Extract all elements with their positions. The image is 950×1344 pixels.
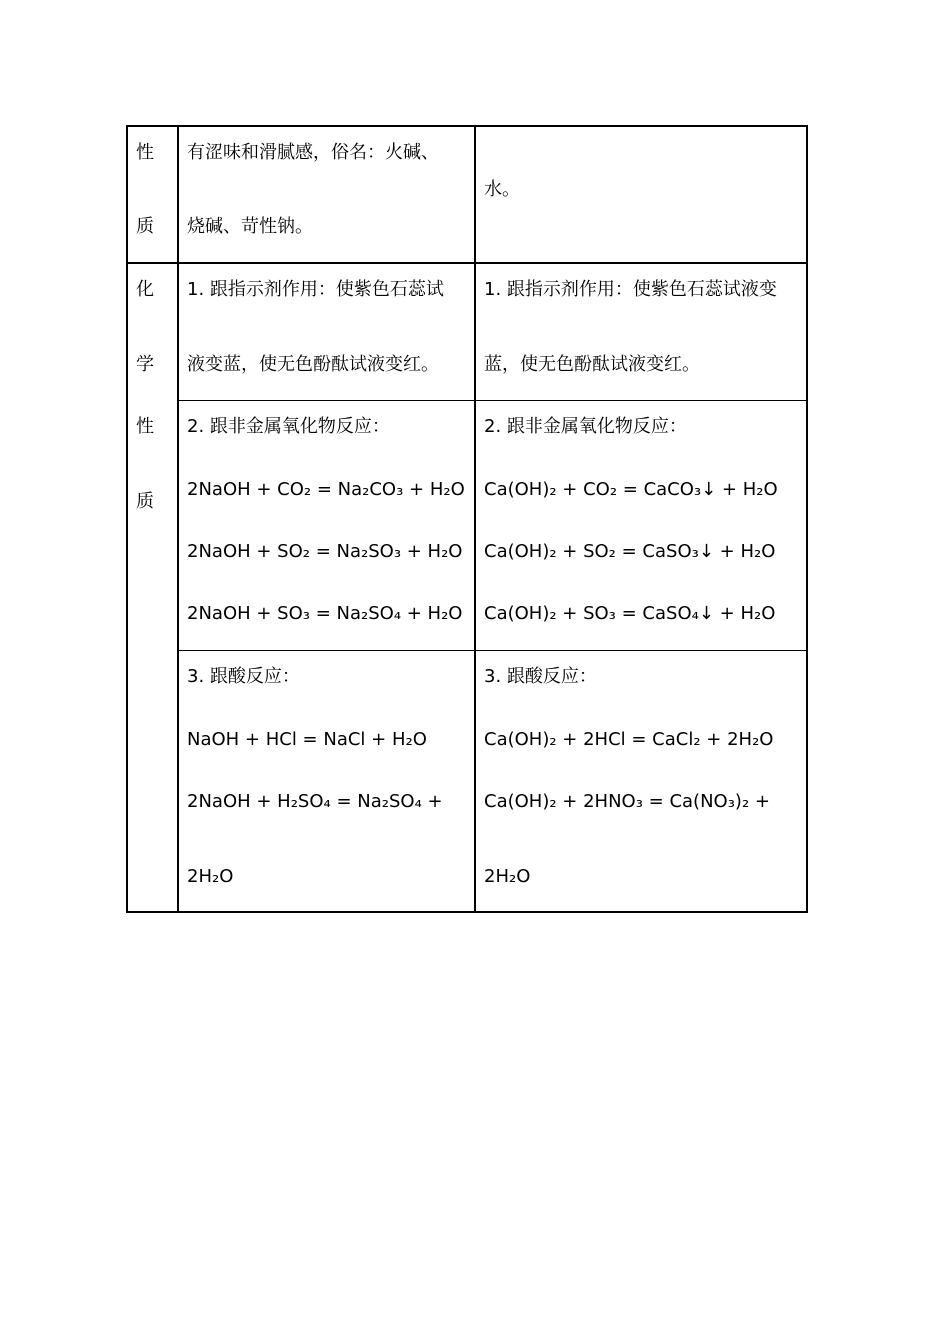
naoh-acid-eq-2-cont: 2H₂O: [187, 866, 234, 887]
table-border-bottom: [126, 911, 808, 913]
caoh-acid-eq-1: Ca(OH)₂ + 2HCl = CaCl₂ + 2H₂O: [484, 729, 774, 750]
naoh-oxide-eq-3: 2NaOH + SO₃ = Na₂SO₄ + H₂O: [187, 603, 463, 624]
naoh-oxide-eq-2: 2NaOH + SO₂ = Na₂SO₃ + H₂O: [187, 541, 463, 562]
caoh-oxide-eq-2: Ca(OH)₂ + SO₂ = CaSO₃↓ + H₂O: [484, 541, 776, 562]
naoh-oxide-eq-1: 2NaOH + CO₂ = Na₂CO₃ + H₂O: [187, 479, 465, 500]
chem-label-2: 学: [136, 354, 154, 375]
naoh-indicator-line-2: 液变蓝，使无色酚酞试液变红。: [187, 354, 439, 375]
caoh-acid-heading: 3. 跟酸反应：: [484, 666, 597, 687]
row-divider-2: [178, 400, 808, 401]
table-border-top: [126, 125, 808, 127]
caoh-oxide-eq-1: Ca(OH)₂ + CO₂ = CaCO₃↓ + H₂O: [484, 479, 778, 500]
naoh-physical-line-1: 有涩味和滑腻感，俗名：火碱、: [187, 142, 439, 163]
caoh-acid-eq-2: Ca(OH)₂ + 2HNO₃ = Ca(NO₃)₂ +: [484, 791, 770, 812]
chem-label-3: 性: [136, 416, 154, 437]
property-label-1: 性: [136, 142, 154, 163]
naoh-indicator-line-1: 1. 跟指示剂作用：使紫色石蕊试: [187, 279, 444, 300]
naoh-acid-heading: 3. 跟酸反应：: [187, 666, 300, 687]
row-divider-1: [126, 262, 808, 264]
naoh-physical-line-2: 烧碱、苛性钠。: [187, 216, 313, 237]
table-border-right: [806, 125, 808, 913]
chem-label-4: 质: [136, 491, 154, 512]
comparison-table: [126, 125, 808, 913]
caoh-oxide-heading: 2. 跟非金属氧化物反应：: [484, 416, 687, 437]
naoh-oxide-heading: 2. 跟非金属氧化物反应：: [187, 416, 390, 437]
table-border-left: [126, 125, 128, 913]
caoh-indicator-line-1: 1. 跟指示剂作用：使紫色石蕊试液变: [484, 279, 777, 300]
caoh-acid-eq-2-cont: 2H₂O: [484, 866, 531, 887]
row-divider-3: [178, 650, 808, 651]
caoh-oxide-eq-3: Ca(OH)₂ + SO₃ = CaSO₄↓ + H₂O: [484, 603, 776, 624]
naoh-acid-eq-2: 2NaOH + H₂SO₄ = Na₂SO₄ +: [187, 791, 443, 812]
chem-label-1: 化: [136, 279, 154, 300]
naoh-acid-eq-1: NaOH + HCl = NaCl + H₂O: [187, 729, 427, 750]
caoh-physical-line-1: 水。: [484, 179, 520, 200]
column-divider-1: [177, 125, 179, 913]
column-divider-2: [474, 125, 476, 913]
caoh-indicator-line-2: 蓝，使无色酚酞试液变红。: [484, 354, 700, 375]
property-label-2: 质: [136, 216, 154, 237]
